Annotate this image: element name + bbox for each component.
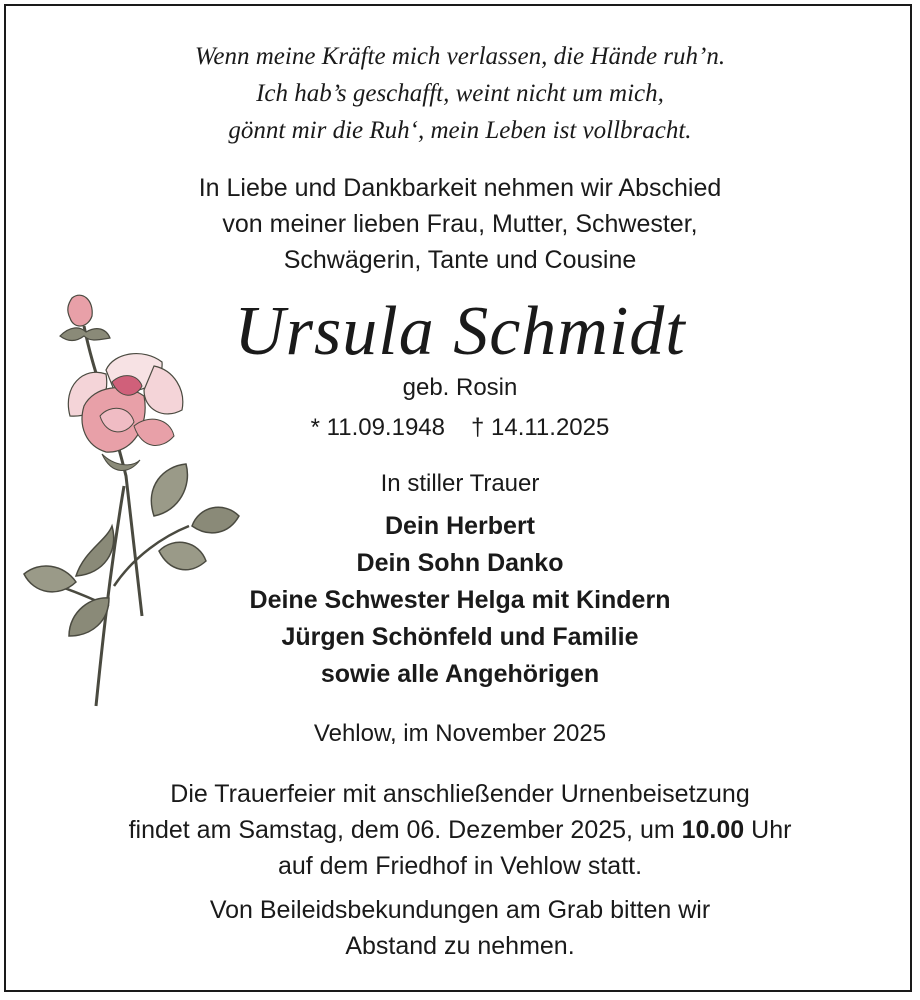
life-dates (0, 412, 920, 444)
condolence-line: Abstand zu nehmen. (345, 932, 575, 960)
intro-line: In Liebe und Dankbarkeit nehmen wir Abschied (198, 174, 722, 202)
poem-line: Wenn meine Kräfte mich verlassen, die Hände ruh’n. (194, 43, 726, 70)
poem (0, 38, 920, 149)
maiden-name: geb. Rosin (402, 374, 518, 401)
birth-date: * 11.09.1948 (310, 414, 445, 441)
ceremony-time-unit: Uhr (744, 816, 792, 844)
deceased-name: Ursula Schmidt (234, 293, 686, 370)
poem-line: gönnt mir die Ruh‘, mein Leben ist vollbracht. (228, 117, 692, 144)
ceremony-time: 10.00 (681, 816, 745, 844)
ceremony-info (0, 776, 920, 884)
farewell-intro (0, 170, 920, 278)
ceremony-line: Die Trauerfeier mit anschließender Urnenbeisetzung (170, 780, 750, 808)
mourner-name: Deine Schwester Helga mit Kindern (249, 586, 671, 614)
mourner-name: sowie alle Angehörigen (320, 660, 600, 688)
condolence-line: Von Beileidsbekundungen am Grab bitten wir (209, 896, 711, 924)
poem-line: Ich hab’s geschafft, weint nicht um mich, (256, 80, 664, 107)
mourner-name: Dein Sohn Danko (356, 549, 564, 577)
ceremony-date: findet am Samstag, dem 06. Dezember 2025, um (128, 816, 682, 844)
intro-line: von meiner lieben Frau, Mutter, Schwester, (222, 210, 698, 238)
mourning-heading: In stiller Trauer (380, 470, 540, 497)
mourners-list (0, 508, 920, 693)
intro-line: Schwägerin, Tante und Cousine (283, 246, 637, 274)
place-date: Vehlow, im November 2025 (313, 720, 607, 747)
condolence-note (0, 892, 920, 964)
mourner-name: Dein Herbert (384, 512, 536, 540)
death-date: † 14.11.2025 (470, 414, 610, 441)
mourner-name: Jürgen Schönfeld und Familie (281, 623, 639, 651)
ceremony-line: auf dem Friedhof in Vehlow statt. (277, 852, 643, 880)
ceremony-line (0, 812, 920, 848)
